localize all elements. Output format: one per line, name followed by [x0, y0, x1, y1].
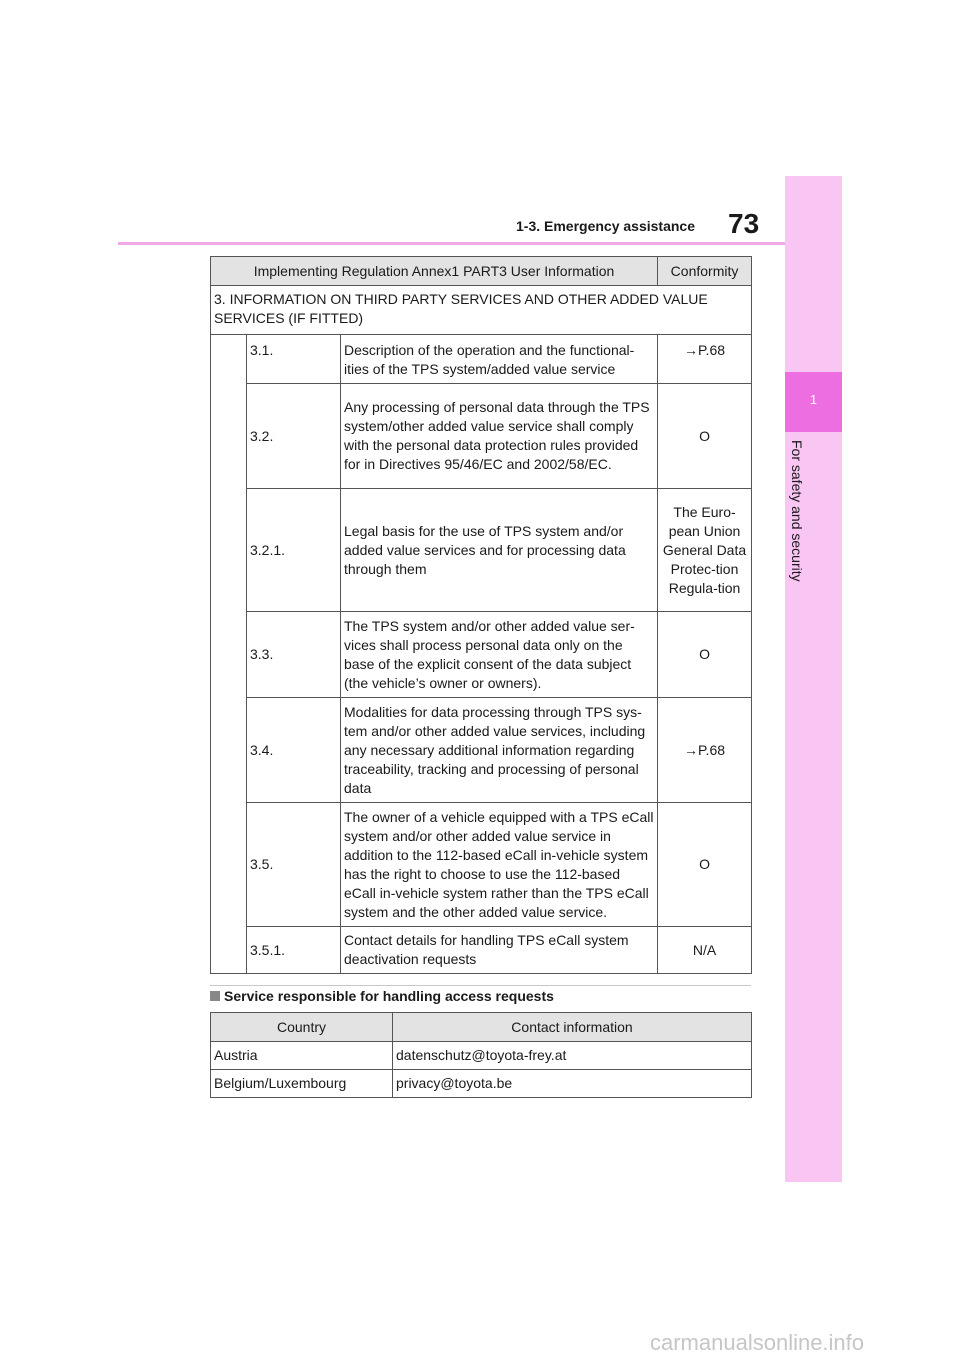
row-number: 3.1. [247, 335, 341, 384]
square-bullet-icon [210, 991, 220, 1001]
row-description: The owner of a vehicle equipped with a TPS eCall system and/or other added value service in addition to the 112-based eCall in-vehicle system has the right to choose to use the 112-based eCall in-vehicle system rather than the TPS eCall system and the other added value service. [341, 803, 658, 927]
table-row [211, 335, 752, 384]
row-conformity: O [658, 803, 752, 927]
indent-cell [211, 335, 247, 974]
chapter-label: For safety and security [789, 440, 805, 582]
table-row [211, 1070, 752, 1098]
access-requests-table [210, 1012, 752, 1098]
table-row [211, 1042, 752, 1070]
row-number: 3.4. [247, 698, 341, 803]
row-conformity: →P.68 [658, 698, 752, 803]
table-row [211, 698, 752, 803]
row-number: 3.2. [247, 384, 341, 489]
table-row [211, 612, 752, 698]
section-text: 3. INFORMATION ON THIRD PARTY SERVICES AND OTHER ADDED VALUE SERVICES (IF FITTED) [211, 286, 752, 335]
row-description: The TPS system and/or other added value ser-vices shall process personal data only on the base of the explicit consent of the data subject (the vehicle’s owner or owners). [341, 612, 658, 698]
row-description: Modalities for data processing through TPS sys-tem and/or other added value services, including any necessary additional information regarding traceability, tracking and processing of personal data [341, 698, 658, 803]
footer-watermark: carmanualsonline.info [650, 1330, 865, 1355]
row-conformity: The Euro-pean Union General Data Protec-tion Regula-tion [658, 489, 752, 612]
access-requests-heading-text: Service responsible for handling access requests [224, 988, 554, 1004]
country-cell: Belgium/Luxembourg [211, 1070, 393, 1098]
row-number: 3.5.1. [247, 927, 341, 974]
row-conformity: N/A [658, 927, 752, 974]
table-row [211, 803, 752, 927]
row-conformity: →P.68 [658, 335, 752, 384]
header-country: Country [211, 1013, 393, 1042]
user-information-table [210, 256, 752, 974]
section-title: 1-3. Emergency assistance [516, 218, 695, 234]
row-description: Any processing of personal data through the TPS system/other added value service shall comply with the personal data protection rules provided for in Directives 95/46/EC and 2002/58/EC. [341, 384, 658, 489]
contact-cell: datenschutz@toyota-frey.at [393, 1042, 752, 1070]
row-number: 3.5. [247, 803, 341, 927]
row-conformity: O [658, 384, 752, 489]
row-description: Description of the operation and the functional-ities of the TPS system/added value service [341, 335, 658, 384]
row-number: 3.2.1. [247, 489, 341, 612]
row-description: Contact details for handling TPS eCall system deactivation requests [341, 927, 658, 974]
header-user-information: Implementing Regulation Annex1 PART3 User Information [211, 257, 658, 286]
table-row [211, 384, 752, 489]
table-row [211, 927, 752, 974]
country-cell: Austria [211, 1042, 393, 1070]
header-rule [118, 242, 785, 245]
row-number: 3.3. [247, 612, 341, 698]
section-row [211, 286, 752, 335]
row-conformity: O [658, 612, 752, 698]
section-divider [210, 985, 751, 986]
header-contact-information: Contact information [393, 1013, 752, 1042]
side-tab [785, 176, 842, 1182]
table-header-row [211, 257, 752, 286]
table-row [211, 489, 752, 612]
contact-cell: privacy@toyota.be [393, 1070, 752, 1098]
page-number: 73 [728, 208, 760, 239]
access-requests-heading [210, 988, 554, 1004]
row-description: Legal basis for the use of TPS system and/or added value services and for processing data through them [341, 489, 658, 612]
header-conformity: Conformity [658, 257, 752, 286]
table-header-row [211, 1013, 752, 1042]
chapter-number: 1 [809, 392, 818, 407]
